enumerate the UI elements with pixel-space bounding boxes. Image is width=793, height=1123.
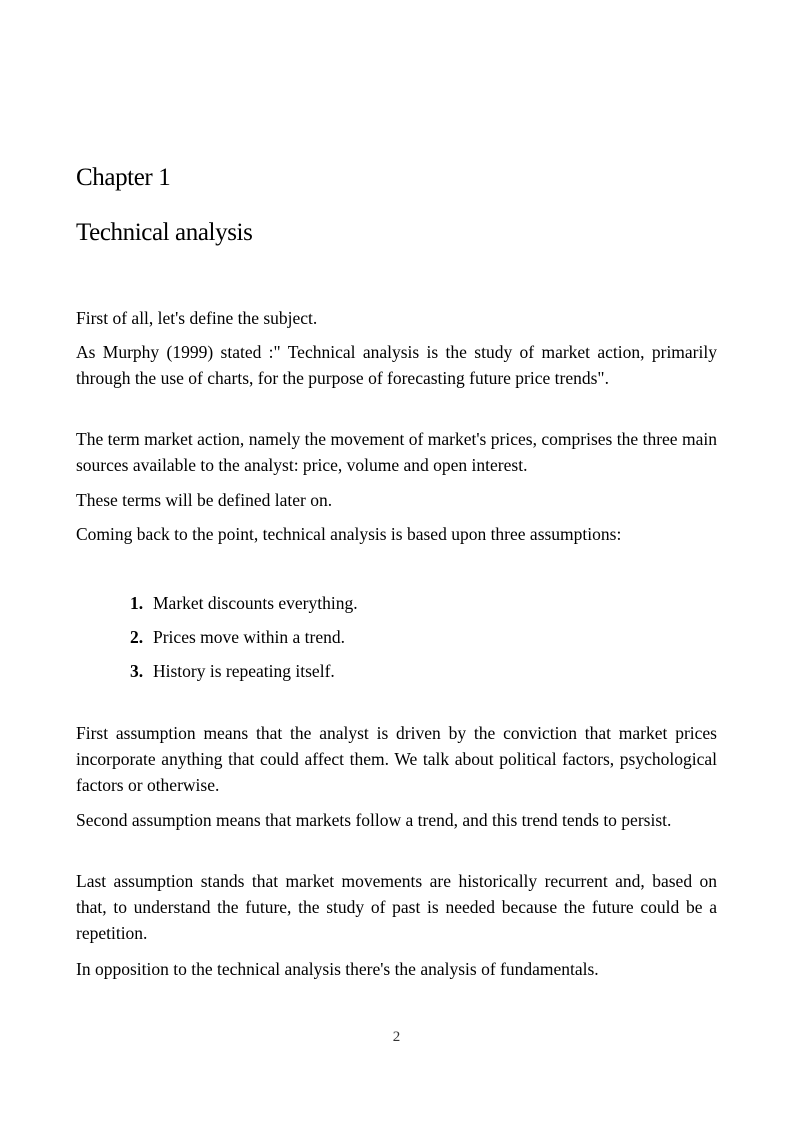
list-item	[130, 658, 335, 684]
list-number: 3.	[130, 661, 144, 681]
chapter-title: Technical analysis	[76, 219, 253, 246]
list-item	[130, 590, 358, 616]
intro-paragraph-2	[76, 339, 717, 391]
paragraph: In opposition to the technical analysis there's the analysis of fundamentals.	[76, 959, 599, 979]
page-number: 2	[392, 1029, 401, 1045]
explanation-paragraph-3	[76, 868, 717, 946]
paragraph: These terms will be defined later on.	[76, 490, 333, 510]
paragraph: As Murphy (1999) stated :" Technical analysis is the study of market action, primarily through the use of charts, for the purpose of forecasting future price trends".	[76, 342, 717, 388]
paragraph: Second assumption means that markets follow a trend, and this trend tends to persist.	[76, 810, 672, 830]
explanation-paragraph-4	[76, 956, 717, 982]
intro-paragraph-4	[76, 487, 717, 513]
explanation-paragraph-2	[76, 807, 717, 833]
intro-paragraph-5	[76, 521, 717, 547]
list-item	[130, 624, 345, 650]
paragraph: The term market action, namely the movement of market's prices, comprises the three main sources available to the analyst: price, volume and open interest.	[76, 429, 717, 475]
paragraph: Coming back to the point, technical analysis is based upon three assumptions:	[76, 524, 622, 544]
explanation-paragraph-1	[76, 720, 717, 798]
list-number: 1.	[130, 593, 144, 613]
intro-paragraph-1	[76, 305, 717, 331]
list-number: 2.	[130, 627, 144, 647]
list-text: Market discounts everything.	[153, 593, 358, 613]
list-text: Prices move within a trend.	[153, 627, 345, 647]
chapter-heading: Chapter 1	[76, 164, 171, 191]
paragraph: First assumption means that the analyst is driven by the conviction that market prices incorporate anything that could affect them. We talk about political factors, psychological factors or otherwise.	[76, 723, 717, 795]
list-text: History is repeating itself.	[153, 661, 335, 681]
paragraph: Last assumption stands that market movements are historically recurrent and, based on that, to understand the future, the study of past is needed because the future could be a repetition.	[76, 871, 717, 943]
intro-paragraph-3	[76, 426, 717, 478]
paragraph: First of all, let's define the subject.	[76, 308, 318, 328]
